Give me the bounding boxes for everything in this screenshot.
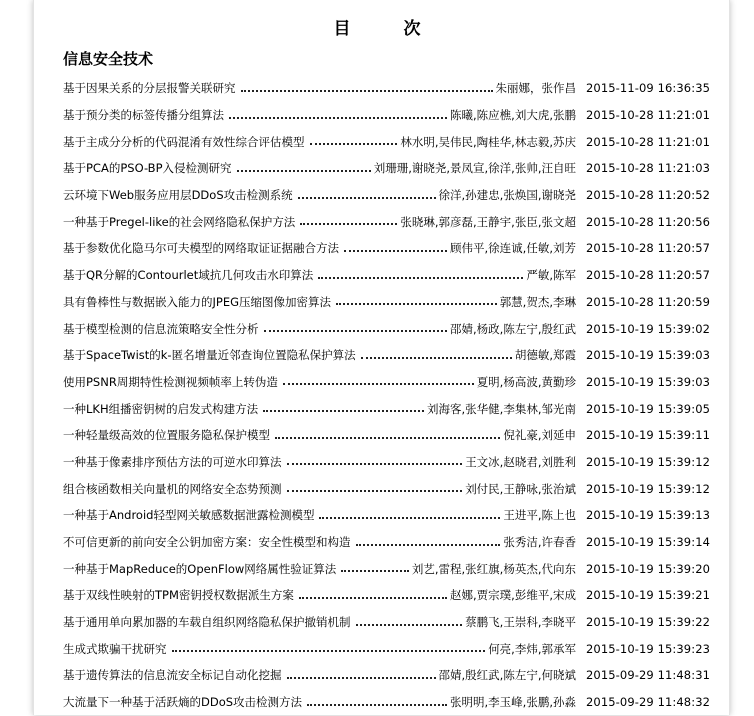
article-date: 2015-10-28 11:20:59 bbox=[586, 294, 711, 309]
article-date: 2015-10-28 11:21:01 bbox=[586, 134, 711, 149]
article-authors: 刘珊珊,谢晓尧,景凤宣,徐洋,张帅,汪自旺 bbox=[373, 161, 576, 176]
toc-list bbox=[63, 75, 713, 716]
article-authors: 顾伟平,徐连诚,任敏,刘芳 bbox=[450, 241, 576, 256]
toc-entry-body bbox=[63, 267, 576, 283]
toc-entry-body bbox=[63, 214, 576, 230]
article-date: 2015-10-28 11:21:03 bbox=[586, 161, 711, 176]
article-title-link[interactable]: 一种LKH组播密钥树的启发式构建方法 bbox=[63, 401, 259, 416]
article-authors: 蔡鹏飞,王崇科,李晓平 bbox=[465, 615, 576, 630]
article-authors: 邵婧,殷红武,陈左宁,何晓斌 bbox=[438, 668, 576, 683]
dot-leader bbox=[356, 544, 501, 546]
dot-leader bbox=[287, 677, 436, 679]
article-title-link[interactable]: 基于预分类的标签传播分组算法 bbox=[63, 108, 224, 123]
toc-entry-body bbox=[63, 694, 576, 710]
toc-entry[interactable] bbox=[63, 208, 713, 235]
toc-entry[interactable] bbox=[63, 395, 713, 422]
article-authors: 张秀洁,许春香 bbox=[503, 535, 576, 550]
article-title-link[interactable]: 基于模型检测的信息流策略安全性分析 bbox=[63, 321, 259, 336]
article-date: 2015-10-19 15:39:14 bbox=[586, 535, 711, 550]
toc-entry[interactable] bbox=[63, 182, 713, 209]
article-title-link[interactable]: 不可信更新的前向安全公钥加密方案：安全性模型和构造 bbox=[63, 535, 351, 550]
toc-entry[interactable] bbox=[63, 582, 713, 609]
toc-entry-body bbox=[63, 534, 576, 550]
article-title-link[interactable]: 一种基于Pregel-like的社会网络隐私保护方法 bbox=[63, 214, 296, 229]
article-title-link[interactable]: 基于双线性映射的TPM密钥授权数据派生方案 bbox=[63, 588, 294, 603]
article-date: 2015-10-19 15:39:21 bbox=[586, 588, 711, 603]
dot-leader bbox=[241, 90, 493, 92]
article-authors: 夏明,杨高波,黄勤珍 bbox=[476, 374, 576, 389]
article-date: 2015-10-19 15:39:13 bbox=[586, 508, 711, 523]
toc-entry[interactable] bbox=[63, 128, 713, 155]
article-authors: 郭慧,贺杰,李琳 bbox=[499, 294, 576, 309]
toc-entry[interactable] bbox=[63, 475, 713, 502]
toc-entry-body bbox=[63, 561, 576, 577]
article-date: 2015-10-19 15:39:23 bbox=[586, 641, 711, 656]
dot-leader bbox=[263, 410, 424, 412]
toc-entry-body bbox=[63, 454, 576, 470]
toc-entry[interactable] bbox=[63, 635, 713, 662]
toc-entry[interactable] bbox=[63, 555, 713, 582]
toc-entry[interactable] bbox=[63, 342, 713, 369]
article-authors: 朱丽娜，张作昌 bbox=[495, 81, 576, 96]
article-authors: 王文冰,赵晓君,刘胜利 bbox=[465, 454, 576, 469]
article-date: 2015-10-19 15:39:02 bbox=[586, 321, 711, 336]
article-title-link[interactable]: 云环境下Web服务应用层DDoS攻击检测系统 bbox=[63, 188, 293, 203]
article-authors: 刘海客,张华健,李集林,邹光南 bbox=[427, 401, 576, 416]
article-date: 2015-10-28 11:20:56 bbox=[586, 214, 711, 229]
dot-leader bbox=[318, 277, 523, 279]
article-date: 2015-10-19 15:39:12 bbox=[586, 481, 711, 496]
toc-entry[interactable] bbox=[63, 529, 713, 556]
toc-entry[interactable] bbox=[63, 75, 713, 102]
article-date: 2015-11-09 16:36:35 bbox=[586, 81, 711, 96]
article-title-link[interactable]: 组合核函数相关向量机的网络安全态势预测 bbox=[63, 481, 282, 496]
toc-entry[interactable] bbox=[63, 662, 713, 689]
toc-entry-body bbox=[63, 481, 576, 497]
toc-entry[interactable] bbox=[63, 449, 713, 476]
article-title-link[interactable]: 一种基于Android轻型网关敏感数据泄露检测模型 bbox=[63, 508, 315, 523]
article-date: 2015-10-19 15:39:03 bbox=[586, 348, 711, 363]
toc-entry[interactable] bbox=[63, 155, 713, 182]
article-date: 2015-09-29 11:48:31 bbox=[586, 668, 711, 683]
dot-leader bbox=[356, 624, 463, 626]
dot-leader bbox=[310, 143, 398, 145]
dot-leader bbox=[344, 250, 447, 252]
article-authors: 刘艺,雷程,张红旗,杨英杰,代向东 bbox=[411, 561, 576, 576]
toc-entry-body bbox=[63, 641, 576, 657]
article-date: 2015-10-19 15:39:20 bbox=[586, 561, 711, 576]
article-authors: 邵婧,杨政,陈左宁,殷红武 bbox=[450, 321, 576, 336]
article-date: 2015-10-28 11:20:52 bbox=[586, 188, 711, 203]
article-authors: 刘付民,王静咏,张治斌 bbox=[465, 481, 576, 496]
article-authors: 倪礼豪,刘延申 bbox=[503, 428, 576, 443]
article-title-link[interactable]: 具有鲁棒性与数据嵌入能力的JPEG压缩图像加密算法 bbox=[63, 294, 332, 309]
dot-leader bbox=[341, 570, 409, 572]
article-authors: 林水明,吴伟民,陶桂华,林志毅,苏庆 bbox=[400, 134, 576, 149]
article-authors: 徐洋,孙建忠,张焕国,谢晓尧 bbox=[438, 188, 576, 203]
toc-entry[interactable] bbox=[63, 609, 713, 636]
article-date: 2015-10-28 11:20:57 bbox=[586, 268, 711, 283]
article-date: 2015-10-28 11:20:57 bbox=[586, 241, 711, 256]
dot-leader bbox=[287, 463, 463, 465]
article-title-link[interactable]: 一种轻量级高效的位置服务隐私保护模型 bbox=[63, 428, 270, 443]
dot-leader bbox=[319, 517, 500, 519]
article-date: 2015-10-19 15:39:12 bbox=[586, 454, 711, 469]
article-date: 2015-09-29 11:48:32 bbox=[586, 695, 711, 710]
article-title-link[interactable]: 大流量下一种基于活跃熵的DDoS攻击检测方法 bbox=[63, 695, 303, 710]
article-title-link[interactable]: 基于SpaceTwist的k-匿名增量近邻查询位置隐私保护算法 bbox=[63, 348, 356, 363]
toc-entry-body bbox=[63, 427, 576, 443]
dot-leader bbox=[275, 437, 500, 439]
article-title-link[interactable]: 基于PCA的PSO-BP入侵检测研究 bbox=[63, 161, 232, 176]
article-title-link[interactable]: 基于通用单向累加器的车载自组织网络隐私保护撤销机制 bbox=[63, 615, 351, 630]
article-authors: 陈曦,陈应樵,刘大虎,张鹏 bbox=[450, 108, 576, 123]
article-title-link[interactable]: 基于参数优化隐马尔可夫模型的网络取证证据融合方法 bbox=[63, 241, 339, 256]
toc-entry[interactable] bbox=[63, 315, 713, 342]
article-title-link[interactable]: 一种基于像素排序预估方法的可逆水印算法 bbox=[63, 454, 282, 469]
dot-leader bbox=[237, 170, 371, 172]
dot-leader bbox=[299, 597, 447, 599]
dot-leader bbox=[287, 490, 463, 492]
article-title-link[interactable]: 生成式欺骗干扰研究 bbox=[63, 641, 167, 656]
toc-entry[interactable] bbox=[63, 262, 713, 289]
section-heading: 信息安全技术 bbox=[63, 50, 154, 68]
article-authors: 何亮,李炜,郭承军 bbox=[488, 641, 576, 656]
dot-leader bbox=[336, 303, 497, 305]
article-authors: 张晓琳,郭彦磊,王静宇,张臣,张文超 bbox=[400, 214, 576, 229]
article-date: 2015-10-28 11:21:01 bbox=[586, 108, 711, 123]
toc-entry[interactable] bbox=[63, 102, 713, 129]
article-title-link[interactable]: 基于因果关系的分层报警关联研究 bbox=[63, 81, 236, 96]
article-title-link[interactable]: 使用PSNR周期特性检测视频帧率上转伪造 bbox=[63, 374, 278, 389]
article-date: 2015-10-19 15:39:05 bbox=[586, 401, 711, 416]
dot-leader bbox=[264, 330, 448, 332]
toc-entry-body bbox=[63, 321, 576, 337]
toc-entry-body bbox=[63, 294, 576, 310]
toc-entry-body bbox=[63, 187, 576, 203]
toc-entry-body bbox=[63, 667, 576, 683]
toc-entry[interactable] bbox=[63, 502, 713, 529]
article-date: 2015-10-19 15:39:22 bbox=[586, 615, 711, 630]
toc-entry-body bbox=[63, 240, 576, 256]
toc-entry[interactable] bbox=[63, 369, 713, 396]
dot-leader bbox=[361, 357, 512, 359]
toc-entry[interactable] bbox=[63, 289, 713, 316]
article-title-link[interactable]: 基于QR分解的Contourlet域抗几何攻击水印算法 bbox=[63, 268, 314, 283]
dot-leader bbox=[307, 704, 447, 706]
article-title-link[interactable]: 基于遗传算法的信息流安全标记自动化挖掘 bbox=[63, 668, 282, 683]
article-authors: 胡德敏,郑霞 bbox=[514, 348, 576, 363]
toc-entry-body bbox=[63, 134, 576, 150]
toc-entry-body bbox=[63, 401, 576, 417]
toc-entry-body bbox=[63, 160, 576, 176]
article-title-link[interactable]: 一种基于MapReduce的OpenFlow网络属性验证算法 bbox=[63, 561, 337, 576]
dot-leader bbox=[300, 223, 397, 225]
page-title: 目 次 bbox=[333, 19, 439, 39]
dot-leader bbox=[229, 117, 447, 119]
toc-entry-body bbox=[63, 107, 576, 123]
toc-entry-body bbox=[63, 614, 576, 630]
toc-entry-body bbox=[63, 80, 576, 96]
dot-leader bbox=[172, 650, 486, 652]
toc-entry-body bbox=[63, 507, 576, 523]
article-authors: 严敏,陈军 bbox=[526, 268, 576, 283]
toc-entry-body bbox=[63, 587, 576, 603]
dot-leader bbox=[298, 197, 436, 199]
article-date: 2015-10-19 15:39:03 bbox=[586, 374, 711, 389]
article-date: 2015-10-19 15:39:11 bbox=[586, 428, 711, 443]
toc-entry[interactable] bbox=[63, 422, 713, 449]
toc-entry-body bbox=[63, 347, 576, 363]
toc-entry[interactable] bbox=[63, 689, 713, 716]
toc-entry-body bbox=[63, 374, 576, 390]
article-authors: 赵娜,贾宗璞,彭维平,宋成 bbox=[450, 588, 576, 603]
article-authors: 王进平,陈上也 bbox=[503, 508, 576, 523]
article-title-link[interactable]: 基于主成分分析的代码混淆有效性综合评估模型 bbox=[63, 134, 305, 149]
article-authors: 张明明,李玉峰,张鹏,孙淼 bbox=[450, 695, 576, 710]
dot-leader bbox=[283, 383, 474, 385]
toc-entry[interactable] bbox=[63, 235, 713, 262]
